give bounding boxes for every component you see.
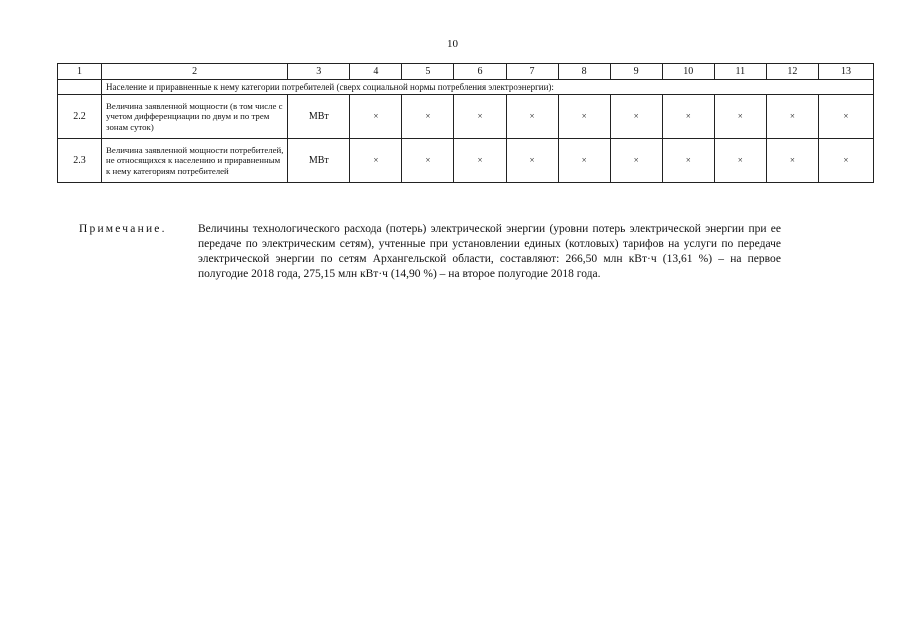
table-row bbox=[58, 95, 874, 139]
value-cell: × bbox=[558, 139, 610, 183]
page-number: 10 bbox=[447, 38, 458, 50]
row-unit: МВт bbox=[288, 95, 350, 139]
group-header-row bbox=[58, 80, 874, 95]
row-description: Величина заявленной мощности (в том числе с учетом дифференциации по двум и по трем зонам суток) bbox=[102, 95, 288, 139]
value-cell: × bbox=[714, 95, 766, 139]
column-number-cell: 4 bbox=[350, 64, 402, 80]
column-number-cell: 11 bbox=[714, 64, 766, 80]
value-cell: × bbox=[766, 95, 818, 139]
column-number-cell: 2 bbox=[102, 64, 288, 80]
footnote bbox=[79, 222, 781, 282]
row-number: 2.2 bbox=[58, 95, 102, 139]
row-unit: МВт bbox=[288, 139, 350, 183]
note-text: Величины технологического расхода (потерь) электрической энергии (уровни потерь электрической энергии при ее передаче по электрическим сетям), учтенные при установлении единых (котловых) тарифов на услуги по передаче электрической энергии по сетям Архангельской области, составляют: 266,50 млн кВт·ч (13,61 %) – на первое полугодие 2018 года, 275,15 млн кВт·ч (14,90 %) – на второе полугодие 2018 года. bbox=[198, 223, 781, 280]
value-cell: × bbox=[506, 139, 558, 183]
value-cell: × bbox=[350, 139, 402, 183]
value-cell: × bbox=[350, 95, 402, 139]
column-number-cell: 5 bbox=[402, 64, 454, 80]
column-number-cell: 12 bbox=[766, 64, 818, 80]
value-cell: × bbox=[766, 139, 818, 183]
empty-cell bbox=[58, 80, 102, 95]
value-cell: × bbox=[610, 95, 662, 139]
column-number-cell: 8 bbox=[558, 64, 610, 80]
column-number-cell: 7 bbox=[506, 64, 558, 80]
value-cell: × bbox=[402, 95, 454, 139]
column-number-cell: 1 bbox=[58, 64, 102, 80]
value-cell: × bbox=[402, 139, 454, 183]
note-label: Примечание. bbox=[79, 223, 167, 235]
value-cell: × bbox=[558, 95, 610, 139]
group-title: Население и приравненные к нему категории потребителей (сверх социальной нормы потребления электроэнергии): bbox=[102, 80, 874, 95]
row-number: 2.3 bbox=[58, 139, 102, 183]
column-number-cell: 9 bbox=[610, 64, 662, 80]
tariff-table bbox=[57, 63, 874, 183]
value-cell: × bbox=[610, 139, 662, 183]
column-number-row bbox=[58, 64, 874, 80]
column-number-cell: 13 bbox=[818, 64, 873, 80]
value-cell: × bbox=[662, 139, 714, 183]
value-cell: × bbox=[454, 95, 506, 139]
value-cell: × bbox=[662, 95, 714, 139]
column-number-cell: 6 bbox=[454, 64, 506, 80]
value-cell: × bbox=[818, 139, 873, 183]
value-cell: × bbox=[818, 95, 873, 139]
column-number-cell: 3 bbox=[288, 64, 350, 80]
row-description: Величина заявленной мощности потребителей, не относящихся к населению и приравненным к нему категориям потребителей bbox=[102, 139, 288, 183]
table-row bbox=[58, 139, 874, 183]
value-cell: × bbox=[714, 139, 766, 183]
value-cell: × bbox=[506, 95, 558, 139]
column-number-cell: 10 bbox=[662, 64, 714, 80]
value-cell: × bbox=[454, 139, 506, 183]
